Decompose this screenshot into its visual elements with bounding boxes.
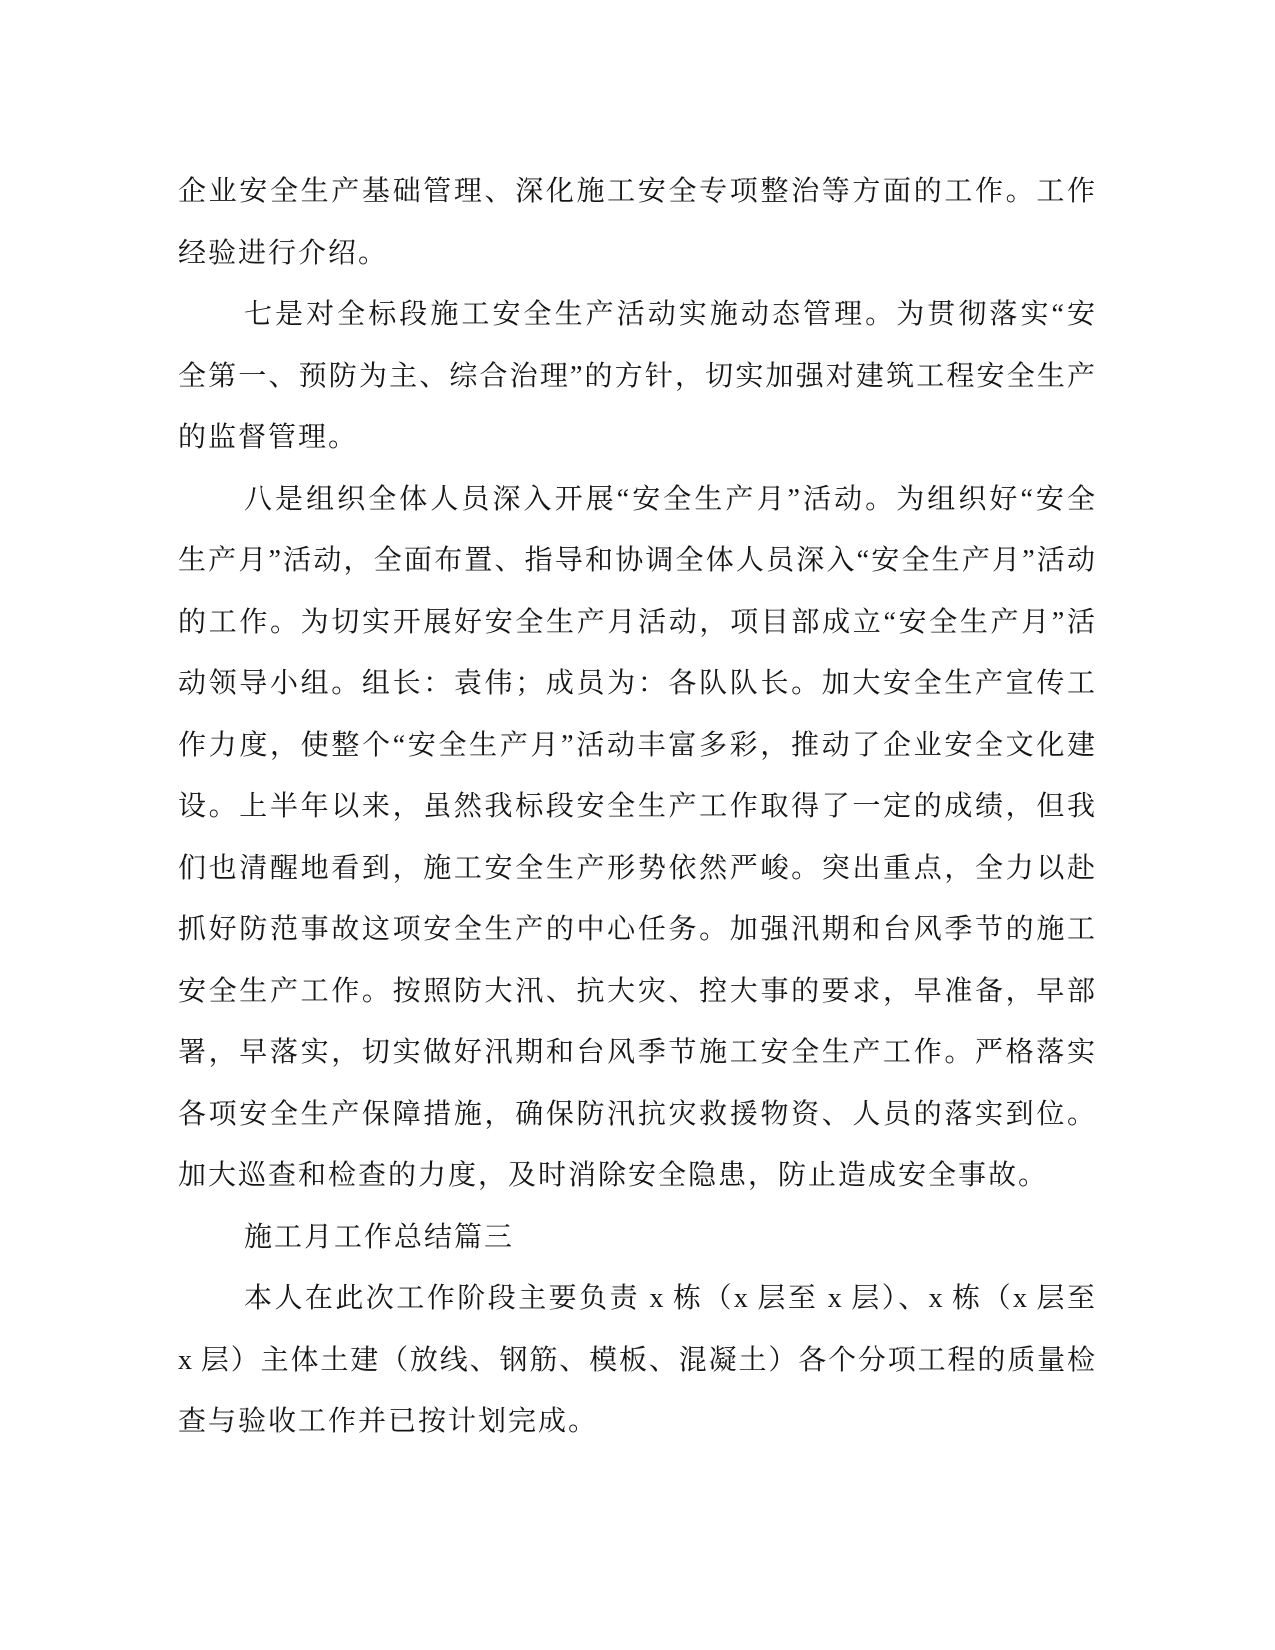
text-line: 的工作。为切实开展好安全生产月活动，项目部成立“安全生产月”活	[178, 606, 1095, 638]
text-line: 七是对全标段施工安全生产活动实施动态管理。为贯彻落实“安	[244, 299, 1095, 330]
text-line: 本人在此次工作阶段主要负责 x 栋（x 层至 x 层）、x 栋（x 层至	[244, 1283, 1095, 1314]
text-line: x 层）主体土建（放线、钢筋、模板、混凝土）各个分项工程的质量检	[178, 1344, 1095, 1376]
text-line: 署，早落实，切实做好汛期和台风季节施工安全生产工作。严格落实	[178, 1037, 1095, 1068]
section-heading: 施工月工作总结篇三	[244, 1221, 515, 1253]
text-line: 作力度，使整个“安全生产月”活动丰富多彩，推动了企业安全文化建	[178, 729, 1095, 761]
text-line: 查与验收工作并已按计划完成。	[178, 1406, 599, 1437]
text-line: 设。上半年以来，虽然我标段安全生产工作取得了一定的成绩，但我	[178, 791, 1095, 822]
text-line: 八是组织全体人员深入开展“安全生产月”活动。为组织好“安全	[244, 483, 1095, 515]
text-line: 经验进行介绍。	[178, 237, 389, 269]
text-line: 们也清醒地看到，施工安全生产形势依然严峻。突出重点，全力以赴	[178, 852, 1095, 884]
text-line: 的监督管理。	[178, 422, 359, 453]
text-line: 加大巡查和检查的力度，及时消除安全隐患，防止造成安全事故。	[178, 1160, 1049, 1191]
text-line: 抓好防范事故这项安全生产的中心任务。加强汛期和台风季节的施工	[178, 914, 1095, 945]
text-line: 生产月”活动，全面布置、指导和协调全体人员深入“安全生产月”活动	[178, 545, 1095, 576]
text-line: 安全生产工作。按照防大汛、抗大灾、控大事的要求，早准备，早部	[178, 975, 1095, 1007]
text-line: 各项安全生产保障措施，确保防汛抗灾救援物资、人员的落实到位。	[178, 1098, 1095, 1130]
text-line: 企业安全生产基础管理、深化施工安全专项整治等方面的工作。工作	[178, 176, 1095, 207]
text-line: 动领导小组。组长：袁伟；成员为：各队队长。加大安全生产宣传工	[178, 668, 1095, 699]
text-line: 全第一、预防为主、综合治理”的方针，切实加强对建筑工程安全生产	[178, 360, 1095, 392]
